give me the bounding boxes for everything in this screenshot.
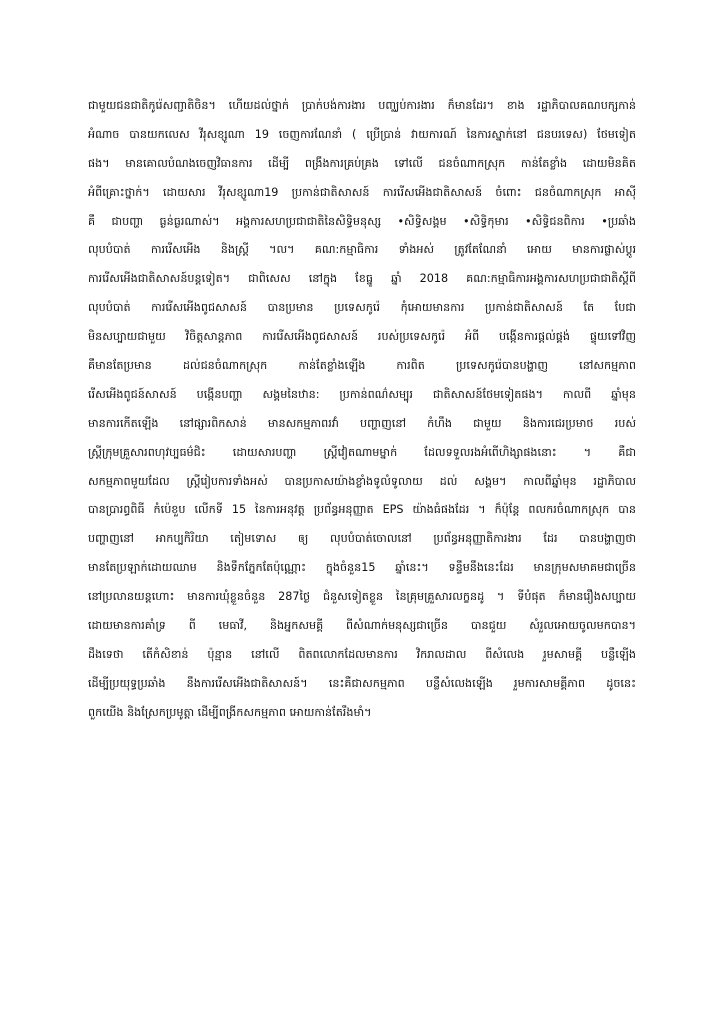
text-line: គឺ ជាបញ្ហា ធ្ងន់ធ្ងរណាស់។ អង្គការសហប្រជាជាតិនៃសិទ្ធិមនុស្ស •សិទ្ធិសង្គម •សិទ្ធិកុមារ •សិទ្ធិជនពិការ •ប្រឆាំង <box>88 214 636 228</box>
text-line: អំពីគ្រោះថ្នាក់។ ដោយសារ វីរុសខ្សូណា19 ប្រកាន់ជាតិសាសន៍ ការរើសអើងជាតិសាសន៍ ចំពោះ ជនចំណាកស្រុក អាស៊ី <box>88 185 636 199</box>
body-paragraph <box>88 92 636 728</box>
text-line: មិនសប្បាយជាមួយ វិចិត្តសាន្តភាព ការរើសអើងពូជសាសន៍ របស់ប្រទេសកូរ៉េ អំពី បង្កើនការផ្តល់ផ្គង់ ផ្ទុយទៅវិញ <box>88 330 636 344</box>
text-line: ការរើសអើងជាតិសាសន៍បន្តទៀត។ ជាពិសេស នៅក្នុង ខែធ្នូ ឆ្នាំ 2018 គណ:កម្មាធិការអង្គការសហប្រជាជាតិស្តីពី <box>88 272 636 286</box>
text-line: រើសអើងពូជន៍សាសន៍ បង្កើនបញ្ហា សង្គមនៃឋាន: ប្រកាន់ពណ៌សម្បុរ ជាតិសាសន៍ថែមទៀតផង។ កាលពី ឆ្នាំមុន <box>88 387 636 401</box>
text-line: បានប្រារព្ធពិធី កំប៉េខួប លើកទី 15 នៃការអនុវត្ត ប្រព័ន្ធអនុញ្ញាត EPS យ៉ាងធំផងដែរ ។ ក៏ប៉ុន្តែ ពលករចំណាកស្រុក បាន <box>88 503 636 517</box>
text-line: មានការកើតឡើង នៅផ្សារពិកសាន់ មានសកម្មភាពរវាំ បញ្ហាញនៅ កំហឹង ជាមួយ និងការជេរប្រមាថ របស់ <box>88 416 636 430</box>
text-line: ពួកយើង និងស្រែកប្រមូត្តា ដើម្បីពង្រីកសកម្មភាព អោយកាន់តែរឹងមាំ។ <box>88 705 372 719</box>
text-line: នៅប្រលានយន្តហោះ មានការឃុំខ្លួនចំនួន 287ថ្ងៃ ជំនួសទៀតខ្លួន នៃគ្រុមគ្រួសារលក្ខនដូ ។ ទីបំផុត ក៏មានរឿងសប្បាយ <box>88 590 636 604</box>
text-line: ផង។ មានគោលបំណងចេញវិធានការ ដើម្បី ពង្រឹងការគ្រប់គ្រង ទៅលើ ជនចំណាកស្រុក កាន់តែខ្លាំង ដោយមិនគិត <box>88 156 636 170</box>
text-line: គឺមានតែប្រមាន ដល់ជនចំណាកស្រុក កាន់តែខ្លាំងឡើង ការពិត ប្រទេសកូរ៉េបានបង្ហាញ នៅសកម្មភាព <box>88 359 636 373</box>
text-line: ស្ត្រីក្រុមគ្រួសារពហុវប្បធម៌ជិះ ដោយសារបញ្ហា ស្ត្រីវៀតណាមម្នាក់ ដែលទទួលរងអំពើហិង្សាផងនោះ ។ គឺជា <box>88 445 636 459</box>
text-line: ដឹងទេថា តើកំសិខាន់ ប៉ុន្មាន នៅលើ ពិតពលោកដែលមានការ វិករាលដាល ពីសំលេង រួមសាមគ្គី បន្លឺឡើង <box>88 647 636 661</box>
text-line: លុបបំបាត់ ការរើសអើងពូជសាសន៍ បានប្រមាន ប្រទេសកូរ៉េ កុំអោយមានការ ប្រកាន់ជាតិសាសន៍ តែ បែជា <box>88 301 636 315</box>
text-line: បញ្ហាញនៅ អាកប្បកិរិយា តៀមទោស ឲ្យ លុបបំបាត់ចោលនៅ ប្រព័ន្ធអនុញ្ញាតិការងារ ដែរ បានបង្ហាញថា <box>88 532 636 546</box>
text-line: លុបបំបាត់ ការរើសអើង និងស្ត្រី ។ល។ គណ:កម្មាធិការ ទាំងអស់ ត្រូវតែណែនាំ អោយ មានការផ្លាស់ប្តូរ <box>88 243 636 257</box>
text-line: ដោយមានការគាំទ្រ ពី មេធាវី, និងអ្នកសមគ្គី ពីសំណាក់មនុស្សជាច្រើន បានជួយ សំរួលអោយចូលមកបាន។ <box>88 619 636 633</box>
text-line: មានតែប្រឡាក់ដោយឈាម និងទឹកភ្នែកតែប៉ុណ្ណោះ ក្នុងចំនួន15 ឆ្នាំនេះ។ ទន្ទឹមនឹងនេះដែរ មានក្រុមសមាគមជាច្រើន <box>88 561 636 575</box>
text-line: អំណាច បានយកលេស វីរុសខ្សូណា 19 ចេញការណែនាំ ( ប្រើប្រាន់ វាយការណ៍ នៃការស្នាក់នៅ ជនបរទេស) ថែមទៀត <box>88 127 636 141</box>
text-line: សកម្មភាពមួយដែល ស្ត្រីរៀបការទាំងអស់ បានប្រកាសយ៉ាងខ្លាំងទូលំទូលាយ ដល់ សង្គម។ កាលពីឆ្នាំមុន រដ្ឋាភិបាល <box>88 474 636 488</box>
text-line: ដើម្បីប្រយុទ្ធប្រឆាំង នឹងការរើសអើងជាតិសាសន៍។ នេះគឺជាសកម្មភាព បន្លឺសំលេងឡើង រួមការសាមគ្គីភាព ដូចនេះ <box>88 676 636 690</box>
text-line: ជាមួយជនជាតិកូរ៉េសញ្ជាតិចិន។ ហើយដល់ថ្នាក់ ប្រាក់បង់ការងារ បញ្ឈប់ការងារ ក៏មានដែរ។ ខាង រដ្ឋាភិបាលគណបក្សកាន់ <box>88 99 636 112</box>
